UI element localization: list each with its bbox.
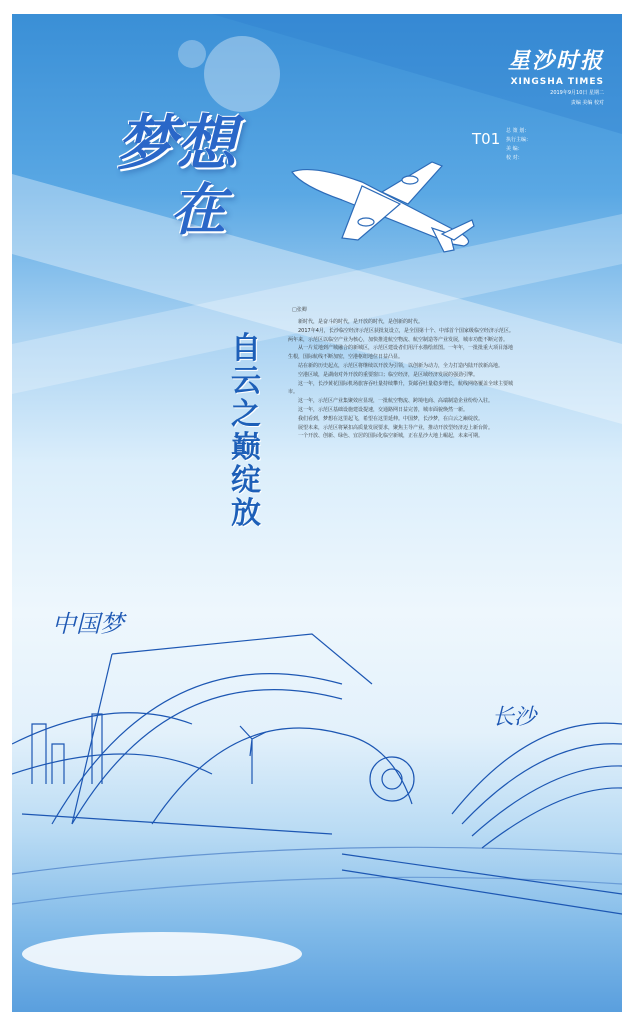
city-sketch-illustration bbox=[12, 574, 622, 1012]
meta-line: 责编 美编 校对 bbox=[570, 100, 604, 106]
page-number: T01 bbox=[472, 130, 501, 148]
article-paragraph: 我们看到，梦想在这里起飞，希望在这里延伸。中国梦，长沙梦，在白云之巅绽放。 bbox=[298, 415, 484, 422]
date-line: 2019年9月10日 星期二 bbox=[550, 90, 604, 96]
sketch-calligraphy-right: 长沙 bbox=[492, 705, 537, 730]
article-paragraph: 站在新的历史起点，示范区将继续以开放为引领，以创新为动力，全力打造内陆开放新高地。 bbox=[298, 362, 504, 369]
article-paragraph: 展望未来，示范区将紧扣高质量发展要求，聚焦主导产业，推动开放型经济迈上新台阶。 bbox=[298, 424, 494, 431]
staff-line: 校 对： bbox=[506, 155, 523, 161]
article-paragraph: 从一片荒地到产城融合的新城区，示范区建设者们用汗水描绘蓝图。一年年，一批批重大项目落地生根，国际航线不断加密，空港枢纽地位日益凸显。 bbox=[288, 345, 514, 361]
airplane-icon bbox=[282, 142, 482, 262]
staff-line: 执行主编： bbox=[506, 137, 532, 143]
headline-subtitle: 自云之巅绽放 bbox=[231, 331, 261, 531]
headline-line1: 梦想 bbox=[116, 109, 236, 179]
newspaper-brand: 星沙时报 bbox=[507, 48, 604, 74]
masthead bbox=[508, 44, 604, 107]
article-paragraph: 这一年，长沙黄花国际机场旅客吞吐量持续攀升，货邮吞吐量稳步增长，航线网络覆盖全球主要城市。 bbox=[288, 380, 514, 396]
article-paragraph: 新时代，是奋斗的时代，是开放的时代，是创新的时代。 bbox=[298, 319, 424, 325]
sketch-svg bbox=[12, 574, 622, 1012]
staff-list bbox=[506, 127, 531, 163]
article-byline: □张卿 bbox=[292, 307, 307, 313]
article-body bbox=[288, 318, 514, 441]
article-paragraph: 空港区域，是湖南对外开放的重要窗口；临空经济，是区域经济发展的强劲引擎。 bbox=[298, 371, 479, 378]
staff-line: 总 策 划： bbox=[506, 128, 530, 134]
headline-line2: 在 bbox=[170, 177, 226, 243]
sketch-calligraphy-left: 中国梦 bbox=[52, 610, 124, 638]
article-paragraph: 2017年4月，长沙临空经济示范区获批复设立，是全国第十个、中部首个国家级临空经济示范区。两年来，示范区以临空产业为核心，加快推进航空物流、航空制造等产业发展，城市功能不断完善。 bbox=[288, 327, 514, 343]
article-paragraph: 这一年，示范区基础设施建设提速，交通路网日益完善，城市面貌焕然一新。 bbox=[298, 406, 469, 413]
article-paragraph: 一个开放、创新、绿色、宜居的国际化临空新城，正在星沙大地上崛起，未来可期。 bbox=[298, 433, 484, 440]
newspaper-page bbox=[12, 14, 622, 1012]
article-paragraph: 这一年，示范区产业集聚效应显现，一批航空物流、跨境电商、高端制造企业纷纷入驻。 bbox=[298, 398, 494, 405]
newspaper-brand-en: XINGSHA TIMES bbox=[510, 77, 604, 87]
staff-line: 美 编： bbox=[506, 146, 523, 152]
